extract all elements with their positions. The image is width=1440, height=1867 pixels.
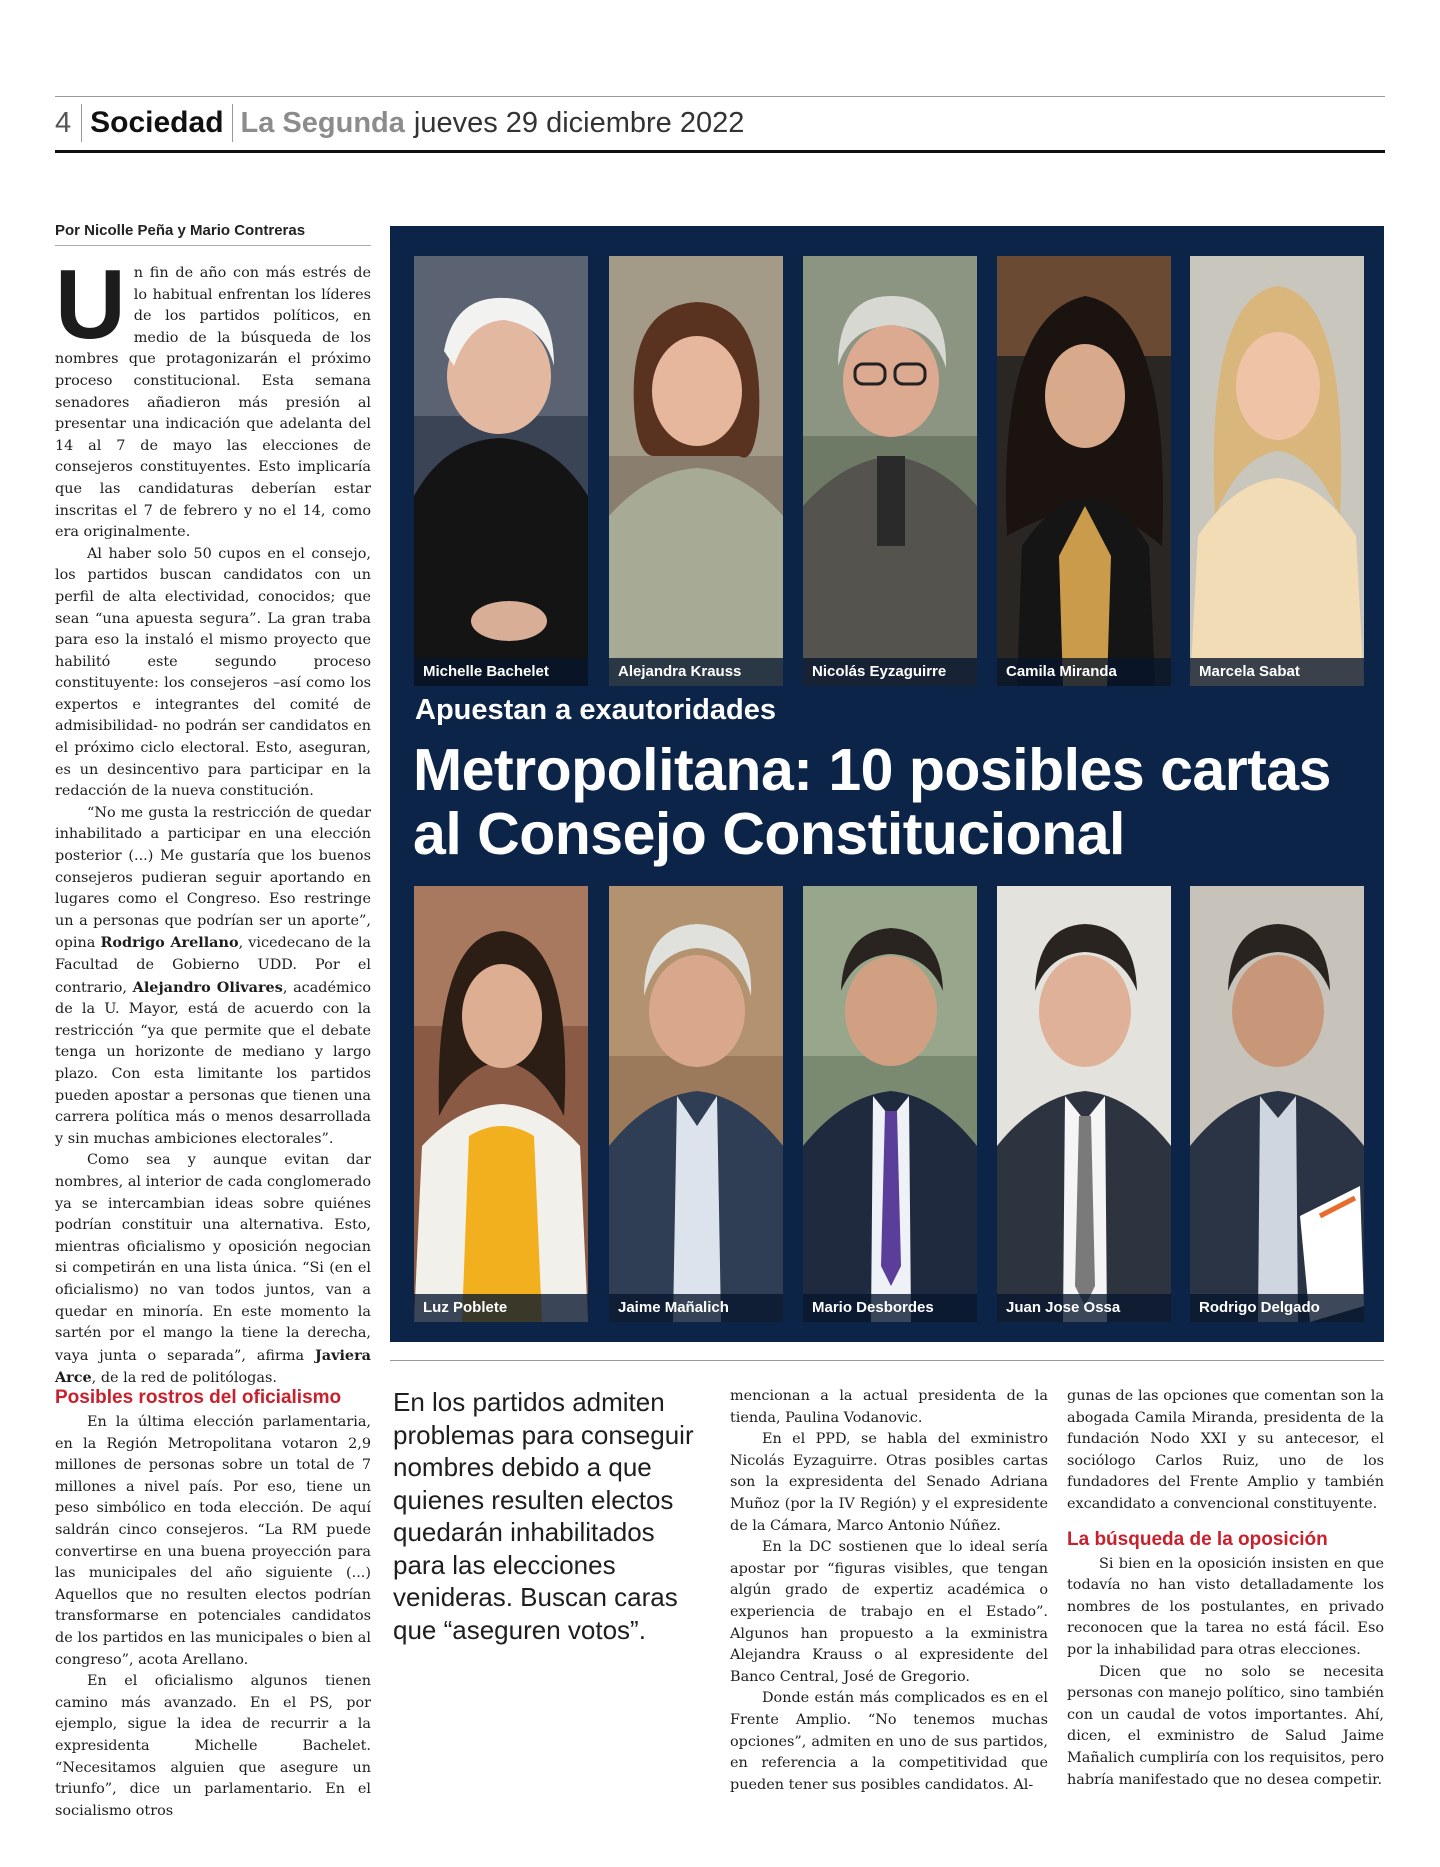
article-paragraph: “No me gusta la restricción de quedar inhabilitado a participar en una elección posterior (...) Me gustaría que los buenos consejeros pudieran seguir aportando en lugares como el Congreso. Eso restringe un a personas que podrían ser un aporte”, opina Rodrigo Arellano, vicedecano de la Facultad de Gobierno UDD. Por el contrario, Alejandro Olivares, académico de la U. Mayor, está de acuerdo con la restricción “ya que permite que el debate tenga un horizonte de mediano y largo plazo. Con esta limitante los partidos pueden apostar a personas que tienen una carrera política más o menos desarrollada y sin muchas ambiciones electorales”. [55,804,372,1147]
article-column-left [55,249,372,1390]
pull-quote: En los partidos admiten problemas para conseguir nombres debido a que quienes resulten electos quedarán inhabilitados para las elecciones venideras. Buscan caras que “aseguren votos”. [393,1387,694,1645]
portrait-caption: Nicolás Eyzaguirre [803,658,977,686]
person-name: Alejandro Olivares [132,978,283,996]
article-paragraph: En el oficialismo algunos tienen camino más avanzado. En el PS, por ejemplo, sigue la idea de recurrir a la expresidenta Michelle Bachelet. “Necesitamos alguien que asegure un triunfo”, dice un parlamentario. En el socialismo otros [55,1673,371,1819]
article-column-right [1067,1386,1384,1791]
portrait-caption: Jaime Mañalich [609,1294,783,1322]
article-column-middle [730,1386,1048,1796]
portrait-caption: Mario Desbordes [803,1294,977,1322]
subhead-oposicion: La búsqueda de la oposición [1067,1528,1328,1550]
feature-headline: Metropolitana: 10 posibles cartas al Consejo Constitucional [413,737,1331,867]
portrait-alejandra-krauss [609,256,783,686]
article-paragraph: mencionan a la actual presidenta de la tienda, Paulina Vodanovic. [730,1388,1048,1426]
header-rule [55,150,1385,153]
portrait-juan-jose-ossa [997,886,1171,1322]
byline: Por Nicolle Peña y Mario Contreras [55,222,371,246]
subhead-oficialismo: Posibles rostros del oficialismo [55,1387,342,1408]
section-name: Sociedad [82,104,232,142]
feature-kicker: Apuestan a exautoridades [415,694,776,726]
portrait-mario-desbordes [803,886,977,1322]
person-name: Javiera Arce [55,1346,371,1387]
article-paragraph: En el PPD, se habla del exministro Nicolás Eyzaguirre. Otras posibles cartas son la expresidenta del Senado Adriana Muñoz (por la IV Región) y el expresidente de la Cámara, Marco Antonio Núñez. [730,1431,1048,1534]
page-number: 4 [55,104,82,142]
portrait-camila-miranda [997,256,1171,686]
article-paragraph: Un fin de año con más estrés de lo habitual enfrentan los líderes de los partidos políticos, en medio de la búsqueda de los nombres que protagonizarán el próximo proceso constitucional. Esta semana senadores añadieron más presión al presentar una indicación que adelanta del 14 al 7 de mayo las elecciones de consejeros constituyentes. Esto implicaría que las candidaturas deberían estar inscritas el 7 de febrero y no el 14, como era originalmente. [55,249,371,541]
article-paragraph: En la DC sostienen que lo ideal sería apostar por “figuras visibles, que tengan algún grado de expertiz académica o experiencia de trabajo en el Estado”. Algunos han propuesto a la exministra Alejandra Krauss o al expresidente del Banco Central, José de Gregorio. [730,1539,1048,1685]
article-paragraph: Si bien en la oposición insisten en que todavía no han visto detalladamente los nombres de los postulantes, en privado reconocen que la tarea no está fácil. Eso por la inhabilidad para otras elecciones. [1067,1555,1384,1658]
portrait-caption: Juan Jose Ossa [997,1294,1171,1322]
portrait-luz-poblete [414,886,588,1322]
header-top-rule [55,96,1385,97]
newspaper-name: La Segunda [240,106,405,139]
portrait-caption: Rodrigo Delgado [1190,1294,1364,1322]
portrait-nicolas-eyzaguirre [803,256,977,686]
article-paragraph: Dicen que no solo se necesita personas con manejo político, sino también con un caudal de votos importantes. Ahí, dicen, el exministro de Salud Jaime Mañalich cumpliría con los requisitos, pero habría manifestado que no desea competir. [1067,1663,1384,1788]
article-paragraph: gunas de las opciones que comentan son la abogada Camila Miranda, presidenta de la fundación Nodo XXI y su antecesor, el sociólogo Carlos Ruiz, uno de los fundadores del Frente Amplio y también excandidato a convencional constituyente. [1067,1388,1384,1512]
portrait-rodrigo-delgado [1190,886,1364,1322]
portrait-caption: Camila Miranda [997,658,1171,686]
issue-date: jueves 29 diciembre 2022 [413,106,745,139]
portrait-caption: Alejandra Krauss [609,658,783,686]
feature-bottom-rule [390,1360,1384,1361]
drop-cap: U [55,249,126,359]
article-paragraph: Como sea y aunque evitan dar nombres, al interior de cada conglomerado ya se intercambian ideas sobre quiénes podrían constituir una alternativa. Esto, mientras oficialismo y oposición negocian si competirán en una lista única. “Si (en el oficialismo) no van todos juntos, van a quedar en minoría. En este momento la sartén por el mango la tiene la derecha, vaya junta o separada”, afirma Javiera Arce, de la red de politólogas. [55,1152,371,1387]
portrait-michelle-bachelet [414,256,588,686]
portrait-caption: Luz Poblete [414,1294,588,1322]
portrait-marcela-sabat [1190,256,1364,686]
article-paragraph: Al haber solo 50 cupos en el consejo, los partidos buscan candidatos con un perfil de alta electividad, conocidos; que sean “una apuesta segura”. La gran traba para eso la instaló el mismo proyecto que habilitó este segundo proceso constituyente: los consejeros –así como los expertos e integrantes del comité de admisibilidad- no podrán ser candidatos en el próximo ciclo electoral. Esto, aseguran, es un desincentivo para participar en la redacción de la nueva constitución. [55,545,371,800]
page-header [55,98,1385,148]
article-paragraph: Donde están más complicados es en el Frente Amplio. “No tenemos muchas opciones”, admiten en uno de sus partidos, en referencia a la competitividad que pueden tener sus posibles candidatos. Al- [730,1690,1048,1793]
article-column-left-bottom [55,1386,371,1822]
article-paragraph: En la última elección parlamentaria, en la Región Metropolitana votaron 2,9 millones de personas sobre un total de 7 millones a nivel país. Por eso, tiene un peso simbólico en toda elección. De aquí saldrán cinco consejeros. “La RM puede convertirse en una buena proyección para las municipales del año siguiente (...) Aquellos que no resulten electos podrían transformarse en potenciales candidatos de los partidos en las municipales o bien al congreso”, acota Arellano. [55,1414,371,1668]
portrait-caption: Marcela Sabat [1190,658,1364,686]
portrait-caption: Michelle Bachelet [414,658,588,686]
person-name: Rodrigo Arellano [100,934,239,952]
portrait-jaime-manalich [609,886,783,1322]
